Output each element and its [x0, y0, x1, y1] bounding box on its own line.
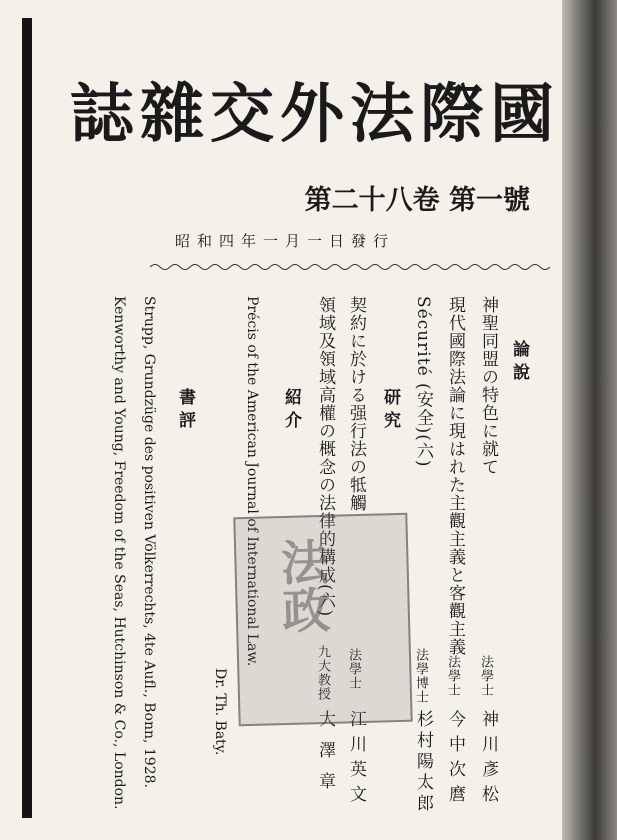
author-title: 法學士 — [478, 655, 493, 697]
title-char: 際 — [420, 77, 484, 152]
book-spine-shadow — [562, 0, 617, 840]
publication-date: 昭和四年一月一日發行 — [175, 232, 396, 250]
issue-number: 第二十八卷 第一號 — [304, 185, 530, 216]
author-name: 大澤章 — [315, 710, 335, 803]
title-char: 誌 — [70, 77, 134, 152]
section-heading-shohyo: 書 評 — [175, 388, 195, 428]
section-heading-shokai: 紹 介 — [281, 388, 301, 428]
author-name: 今中次麿 — [445, 710, 465, 810]
author-title: 法學士 — [445, 655, 460, 697]
journal-title — [70, 66, 554, 152]
article-title: 神聖同盟の特色に就て — [478, 296, 498, 476]
author-name: 神川彥松 — [478, 710, 498, 810]
author-name: 杉村陽太郎 — [413, 710, 433, 815]
title-char: 法 — [350, 77, 414, 152]
page-left-edge — [22, 18, 32, 818]
author-title: 法學士 — [346, 648, 361, 690]
article-title: 現代國際法論に現はれた主觀主義と客觀主義 — [445, 296, 465, 656]
title-char: 國 — [490, 77, 554, 152]
author-name: 江川英文 — [346, 710, 366, 810]
title-char: 外 — [280, 77, 344, 152]
article-title: Sécurité (安全)(六) — [413, 296, 433, 468]
author-title: 法學博士 — [413, 648, 428, 704]
section-heading-ronsetsu: 論 說 — [509, 340, 529, 380]
stamp-text: 法政 — [271, 536, 331, 635]
review-item: Strupp, Grundzüge des positiven Völkerrechts, 4te Aufl., Bonn, 1928. — [141, 296, 157, 788]
author-title: 九大教授 — [315, 645, 330, 701]
title-char: 雜 — [140, 77, 204, 152]
article-title: 領域及領域高權の概念の法律的構成(六) — [315, 296, 335, 618]
article-title: 契約に於ける强行法の牴觸 — [346, 296, 366, 512]
title-char: 交 — [210, 77, 274, 152]
author-name: Dr. Th. Baty. — [212, 668, 228, 756]
section-heading-kenkyu: 研 究 — [380, 388, 400, 428]
article-title: Précis of the American Journal of International Law. — [244, 296, 260, 667]
review-item: Kenworthy and Young, Freedom of the Seas, Hutchinson & Co., London. — [111, 296, 127, 810]
decorative-wavy-rule — [150, 262, 550, 272]
library-stamp — [233, 513, 412, 726]
